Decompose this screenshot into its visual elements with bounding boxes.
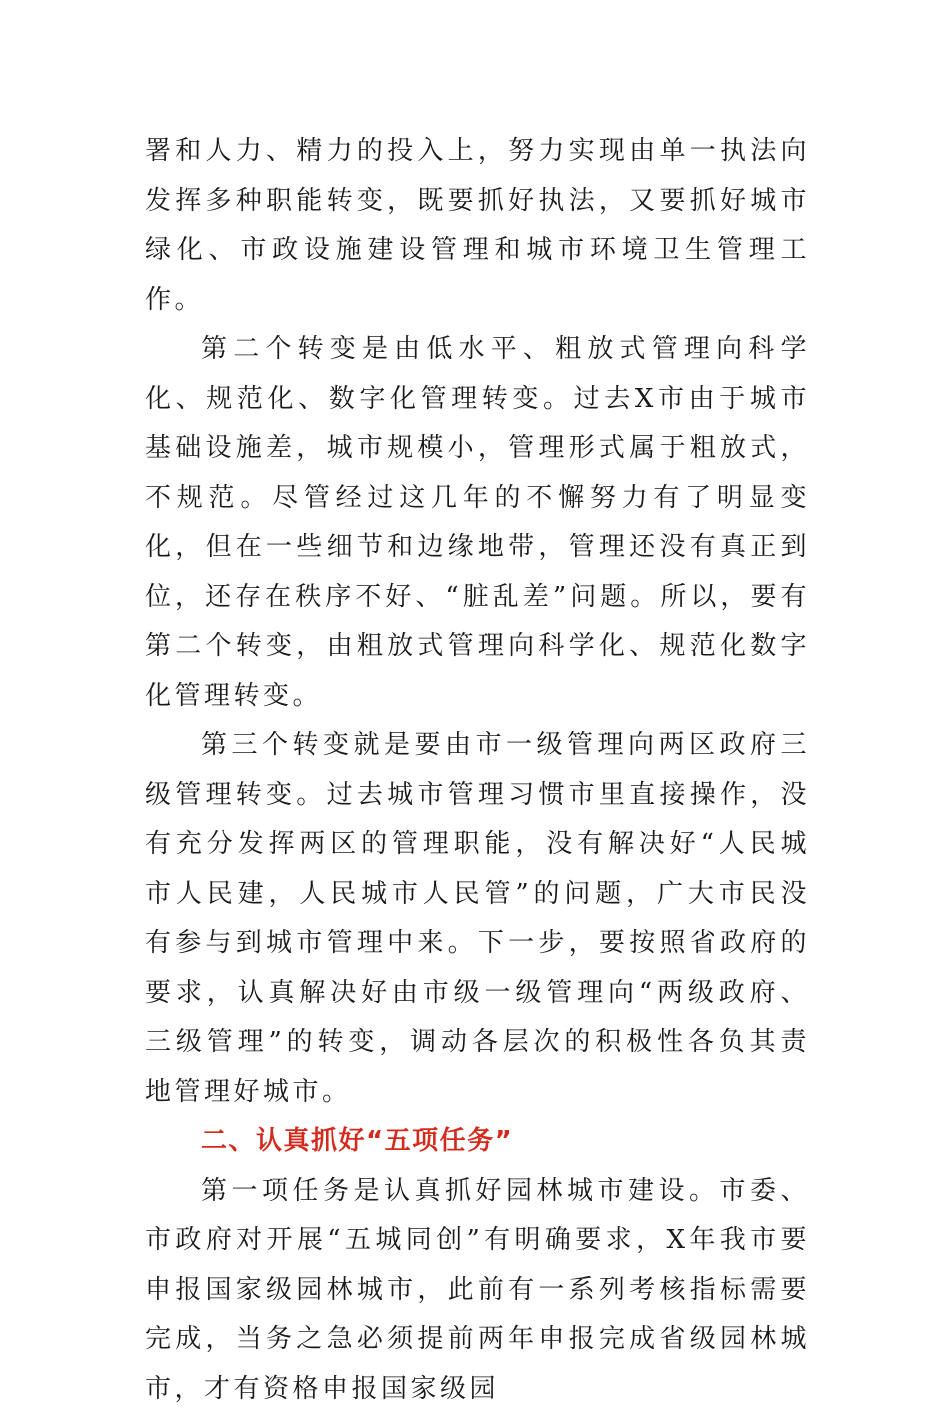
section-heading: 二、认真抓好“五项任务” (145, 1117, 810, 1167)
paragraph-continuation: 署和人力、精力的投入上，努力实现由单一执法向发挥多种职能转变，既要抓好执法，又要抓好城市绿化、市政设施建设管理和城市环境卫生管理工作。 (145, 127, 810, 325)
paragraph-second-transformation: 第二个转变是由低水平、粗放式管理向科学化、规范化、数字化管理转变。过去X市由于城市基础设施差，城市规模小，管理形式属于粗放式，不规范。尽管经过这几年的不懈努力有了明显变化，但在一些细节和边缘地带，管理还没有真正到位，还存在秩序不好、“脏乱差”问题。所以，要有第二个转变，由粗放式管理向科学化、规范化数字化管理转变。 (145, 325, 810, 721)
paragraph-first-task: 第一项任务是认真抓好园林城市建设。市委、市政府对开展“五城同创”有明确要求，X年我市要申报国家级园林城市，此前有一系列考核指标需要完成，当务之急必须提前两年申报完成省级园林城市，才有资格申报国家级园 (145, 1167, 810, 1414)
document-body (145, 127, 810, 1414)
paragraph-third-transformation: 第三个转变就是要由市一级管理向两区政府三级管理转变。过去城市管理习惯市里直接操作，没有充分发挥两区的管理职能，没有解决好“人民城市人民建，人民城市人民管”的问题，广大市民没有参与到城市管理中来。下一步，要按照省政府的要求，认真解决好由市级一级管理向“两级政府、三级管理”的转变，调动各层次的积极性各负其责地管理好城市。 (145, 721, 810, 1117)
